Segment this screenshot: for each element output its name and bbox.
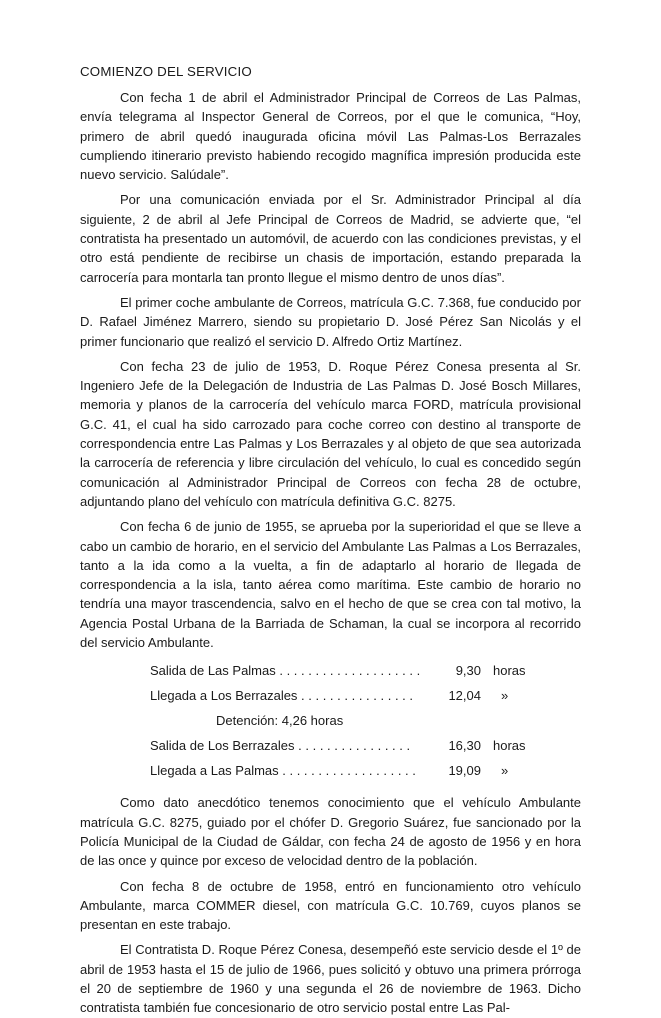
schedule-unit: » — [501, 688, 509, 704]
schedule-row — [150, 683, 581, 708]
section-heading: COMIENZO DEL SERVICIO — [80, 64, 252, 79]
schedule-table — [150, 658, 581, 783]
paragraph: El primer coche ambulante de Correos, matrícula G.C. 7.368, fue conducido por D. Rafael Jiménez Marrero, siendo su propietario D. José Pérez San Nicolás y el primer funcionario que realizó el servicio D. Alfredo Ortiz Martínez. — [80, 294, 581, 349]
paragraph: El Contratista D. Roque Pérez Conesa, desempeñó este servicio desde el 1º de abril de 1953 hasta el 15 de julio de 1966, pues solicitó y obtuvo una primera prórroga el 20 de septiembre de 1960 y una segunda el 26 de noviembre de 1963. Dicho contratista también fue concesionario de otro servicio postal entre Las Pal- — [80, 942, 581, 1016]
paragraph: Con fecha 8 de octubre de 1958, entró en funcionamiento otro vehículo Ambulante, marca COMMER diesel, con matrícula G.C. 10.769, cuyos planos se presentan en este trabajo. — [80, 878, 581, 933]
schedule-time: 16,30 — [448, 738, 481, 754]
schedule-row — [150, 758, 581, 783]
schedule-row — [150, 733, 581, 758]
schedule-unit: horas — [493, 663, 526, 679]
schedule-label: Salida de Las Palmas . . . . . . . . . . . . . . . . . . . . — [150, 663, 421, 679]
schedule-row — [150, 658, 581, 683]
schedule-detention — [150, 708, 581, 733]
paragraph: Con fecha 23 de julio de 1953, D. Roque Pérez Conesa presenta al Sr. Ingeniero Jefe de la Delegación de Industria de Las Palmas D. José Bosch Millares, memoria y planos de la carrocería del vehículo marca FORD, matrícula provisional G.C. 41, el cual ha sido carrozado para coche correo con destino al transporte de correspondencia entre Las Palmas y Los Berrazales y al objeto de que sea autorizada la carrocería de referencia y libre circulación del vehículo, lo cual es concedido según comunicación al Administrador Principal de Correos con fecha 28 de octubre, adjuntando plano del vehículo con matrícula definitiva G.C. 8275. — [80, 358, 581, 509]
schedule-unit: horas — [493, 738, 526, 754]
detention-text: Detención: 4,26 horas — [216, 713, 344, 729]
schedule-label: Llegada a Las Palmas . . . . . . . . . . . . . . . . . . . — [150, 763, 416, 779]
schedule-unit: » — [501, 763, 509, 779]
schedule-time: 9,30 — [455, 663, 481, 679]
schedule-label: Salida de Los Berrazales . . . . . . . . . . . . . . . . — [150, 738, 411, 754]
paragraph: Con fecha 6 de junio de 1955, se aprueba por la superioridad el que se lleve a cabo un cambio de horario, en el servicio del Ambulante Las Palmas a Los Berrazales, tanto a la ida como a la vuelta, a fin de adaptarlo al horario de llegada de correspondencia a la isla, tanto aérea como marítima. Este cambio de horario no tendría una mayor trascendencia, salvo en el hecho de que se crea con tal motivo, la Agencia Postal Urbana de la Barriada de Schaman, la cual se incorpora al recorrido del servicio Ambulante. — [80, 519, 581, 651]
paragraph: Por una comunicación enviada por el Sr. Administrador Principal al día siguiente, 2 de abril al Jefe Principal de Correos de Madrid, se advierte que, “el contratista ha presentado un automóvil, de acuerdo con las condiciones previstas, y el otro está pendiente de recibirse un chasis de importación, estando preparada la carrocería para montarla tan pronto llegue el mismo dentro de unos días”. — [80, 192, 581, 285]
paragraph: Con fecha 1 de abril el Administrador Principal de Correos de Las Palmas, envía telegrama al Inspector General de Correos, por el que le comunica, “Hoy, primero de abril quedó inaugurada oficina móvil Las Palmas-Los Berrazales cumpliendo itinerario previsto habiendo recogido magnífica impresión producida este nuevo servicio. Salúdale”. — [80, 90, 581, 183]
schedule-label: Llegada a Los Berrazales . . . . . . . . . . . . . . . . — [150, 688, 414, 704]
schedule-time: 12,04 — [448, 688, 481, 704]
paragraph: Como dato anecdótico tenemos conocimiento que el vehículo Ambulante matrícula G.C. 8275, guiado por el chófer D. Gregorio Suárez, fue sancionado por la Policía Municipal de la Ciudad de Gáldar, con fecha 24 de agosto de 1956 y en hora de las once y quince por exceso de velocidad dentro de la población. — [80, 795, 581, 869]
schedule-time: 19,09 — [448, 763, 481, 779]
